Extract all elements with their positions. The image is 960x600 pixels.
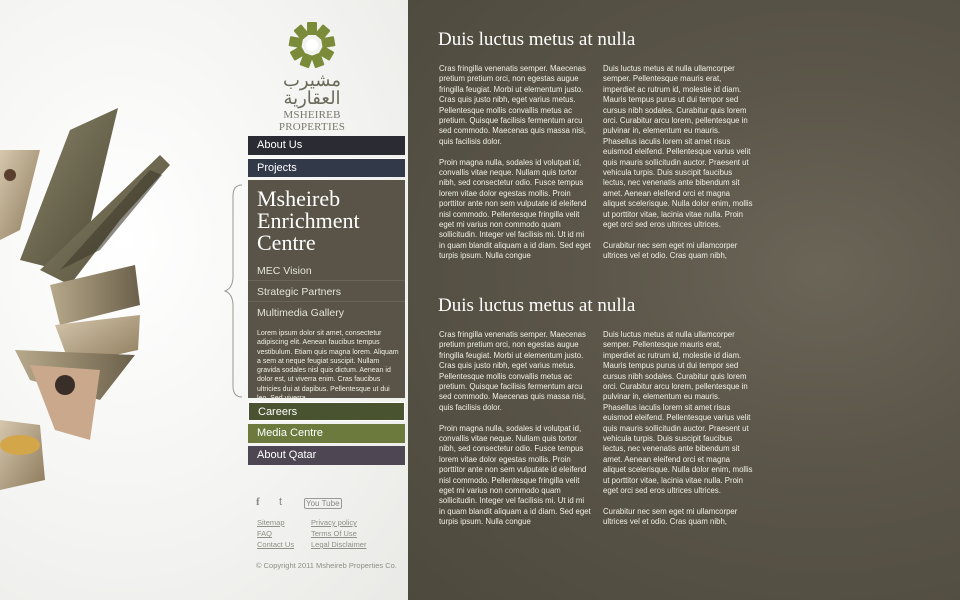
youtube-icon[interactable]: You Tube: [306, 499, 340, 508]
paragraph: Proin magna nulla, sodales id volutpat id, convallis vitae neque. Nullam quis tortor nibh, sed consectetur odio. Fusce tempus lorem vitae dolor egestas mollis. Proin porttitor ante non sem vulputate id eleifend nisl commodo. Pellentesque fringilla velit eget mi varius non commodo quam sollicitudin. Integer vel facilisis mi. Ut id mi in quam blandit aliquam a id diam. Sed eget turpis ipsum. Nulla congue: [439, 423, 591, 527]
paragraph: Cras fringilla venenatis semper. Maecenas pretium pretium orci, non egestas augue fringilla feugiat. Morbi ut elementum justo. Cras quis justo nibh, eget varius metus. Pellentesque mollis convallis metus ac pretium. Quisque facilisis fermentum arcu sed commodo. Maecenas quis massa nisi, quis facilisis dolor.: [439, 330, 586, 412]
paragraph: Cras fringilla venenatis semper. Maecenas pretium pretium orci, non egestas augue fringilla feugiat. Morbi ut elementum justo. Cras quis justo nibh, eget varius metus. Pellentesque mollis convallis metus ac pretium. Quisque facilisis fermentum arcu sed commodo. Maecenas quis massa nisi, quis facilisis dolor.: [439, 64, 586, 146]
paragraph: Curabitur nec sem eget mi ullamcorper ultrices vel et odio. Cras quam nibh,: [603, 240, 738, 261]
section-column-left: [439, 64, 591, 272]
section-column-right: [603, 330, 755, 538]
photo-collage-decoration: [0, 100, 250, 520]
nav-about-qatar[interactable]: About Qatar: [248, 446, 405, 465]
facebook-icon[interactable]: f: [256, 496, 260, 508]
submenu-strategic-partners[interactable]: Strategic Partners: [248, 282, 405, 302]
logo[interactable]: [256, 20, 368, 133]
section-title: Duis luctus metus at nulla: [438, 295, 636, 316]
footer-link-privacy[interactable]: Privacy policy: [311, 518, 357, 527]
enrichment-description: Lorem ipsum dolor sit amet, consectetur adipiscing elit. Aenean faucibus tempus vestibulum. Etiam quis magna lorem. Aliquam a sem at neque feugiat suscipit. Nullam gravida sodales nisl quis dictum. Aenean id dolor est, ut viverra enim. Cras faucibus ultricies dui at dapibus. Pellentesque ut dui leo. Sed viverra: [257, 330, 399, 403]
paragraph: Duis luctus metus at nulla ullamcorper semper. Pellentesque mauris erat, imperdiet ac rutrum id, molestie id diam. Mauris tempus purus ut dui tempor sed cursus nibh sodales. Curabitur quis lorem orci. Curabitur arcu lorem, pellentesque in pulvinar in, elementum eu mauris. Phasellus iaculis lorem sit amet risus euismod eleifend. Pellentesque varius velit quis mauris sollicitudin auctor. Praesent ut vehicula turpis. Duis suscipit faucibus lectus, nec venenatis ante bibendum sit amet. Aenean eleifend orci et magna aliquet scelerisque. Nulla dolor enim, mollis ut porttitor vitae, lacinia vitae nulla. Proin eget orci sed eros ultrices ultrices.: [603, 64, 753, 230]
twitter-icon[interactable]: t: [279, 496, 283, 508]
section-column-left: [439, 330, 591, 538]
nav-careers[interactable]: Careers: [248, 402, 405, 421]
paragraph: Duis luctus metus at nulla ullamcorper semper. Pellentesque mauris erat, imperdiet ac rutrum id, molestie id diam. Mauris tempus purus ut dui tempor sed cursus nibh sodales. Curabitur quis lorem orci. Curabitur arcu lorem, pellentesque in pulvinar in, elementum eu mauris. Phasellus iaculis lorem sit amet risus euismod eleifend. Pellentesque varius velit quis mauris sollicitudin auctor. Praesent ut vehicula turpis. Duis suscipit faucibus lectus, nec venenatis ante bibendum sit amet. Aenean eleifend orci et magna aliquet scelerisque. Nulla dolor enim, mollis ut porttitor vitae, lacinia vitae nulla. Proin eget orci sed eros ultrices ultrices.: [603, 330, 753, 496]
brand-english: MSHEIREB PROPERTIES: [278, 109, 346, 133]
footer-link-terms[interactable]: Terms Of Use: [311, 529, 357, 538]
nav-about-us[interactable]: About Us: [248, 136, 405, 155]
footer-link-contact[interactable]: Contact Us: [257, 540, 295, 549]
copyright: © Copyright 2011 Msheireb Properties Co.: [256, 561, 397, 570]
submenu-mec-vision[interactable]: MEC Vision: [248, 261, 405, 281]
paragraph: Curabitur nec sem eget mi ullamcorper ultrices vel et odio. Cras quam nibh,: [603, 506, 738, 527]
footer-link-faq[interactable]: FAQ: [257, 529, 273, 538]
paragraph: Proin magna nulla, sodales id volutpat id, convallis vitae neque. Nullam quis tortor nibh, sed consectetur odio. Fusce tempus lorem vitae dolor egestas mollis. Proin porttitor ante non sem vulputate id eleifend nisl commodo. Pellentesque fringilla velit eget mi varius non commodo quam sollicitudin. Integer vel facilisis mi. Ut id mi in quam blandit aliquam a id diam. Sed eget turpis ipsum. Nulla congue: [439, 157, 591, 261]
section-title: Duis luctus metus at nulla: [438, 29, 636, 50]
nav-projects[interactable]: Projects: [248, 158, 405, 177]
logo-flower-icon: [287, 20, 337, 70]
brand-arabic: مشيرب العقارية: [282, 70, 341, 109]
nav-media-centre[interactable]: Media Centre: [248, 424, 405, 443]
enrichment-title: Msheireb Enrichment Centre: [257, 186, 360, 255]
footer-link-legal[interactable]: Legal Disclaimer: [311, 540, 367, 549]
enrichment-centre-panel: [248, 180, 405, 403]
submenu-multimedia-gallery[interactable]: Multimedia Gallery: [257, 307, 344, 319]
section-column-right: [603, 64, 755, 272]
bracket-decoration: [224, 184, 244, 398]
footer-link-sitemap[interactable]: Sitemap: [257, 518, 285, 527]
